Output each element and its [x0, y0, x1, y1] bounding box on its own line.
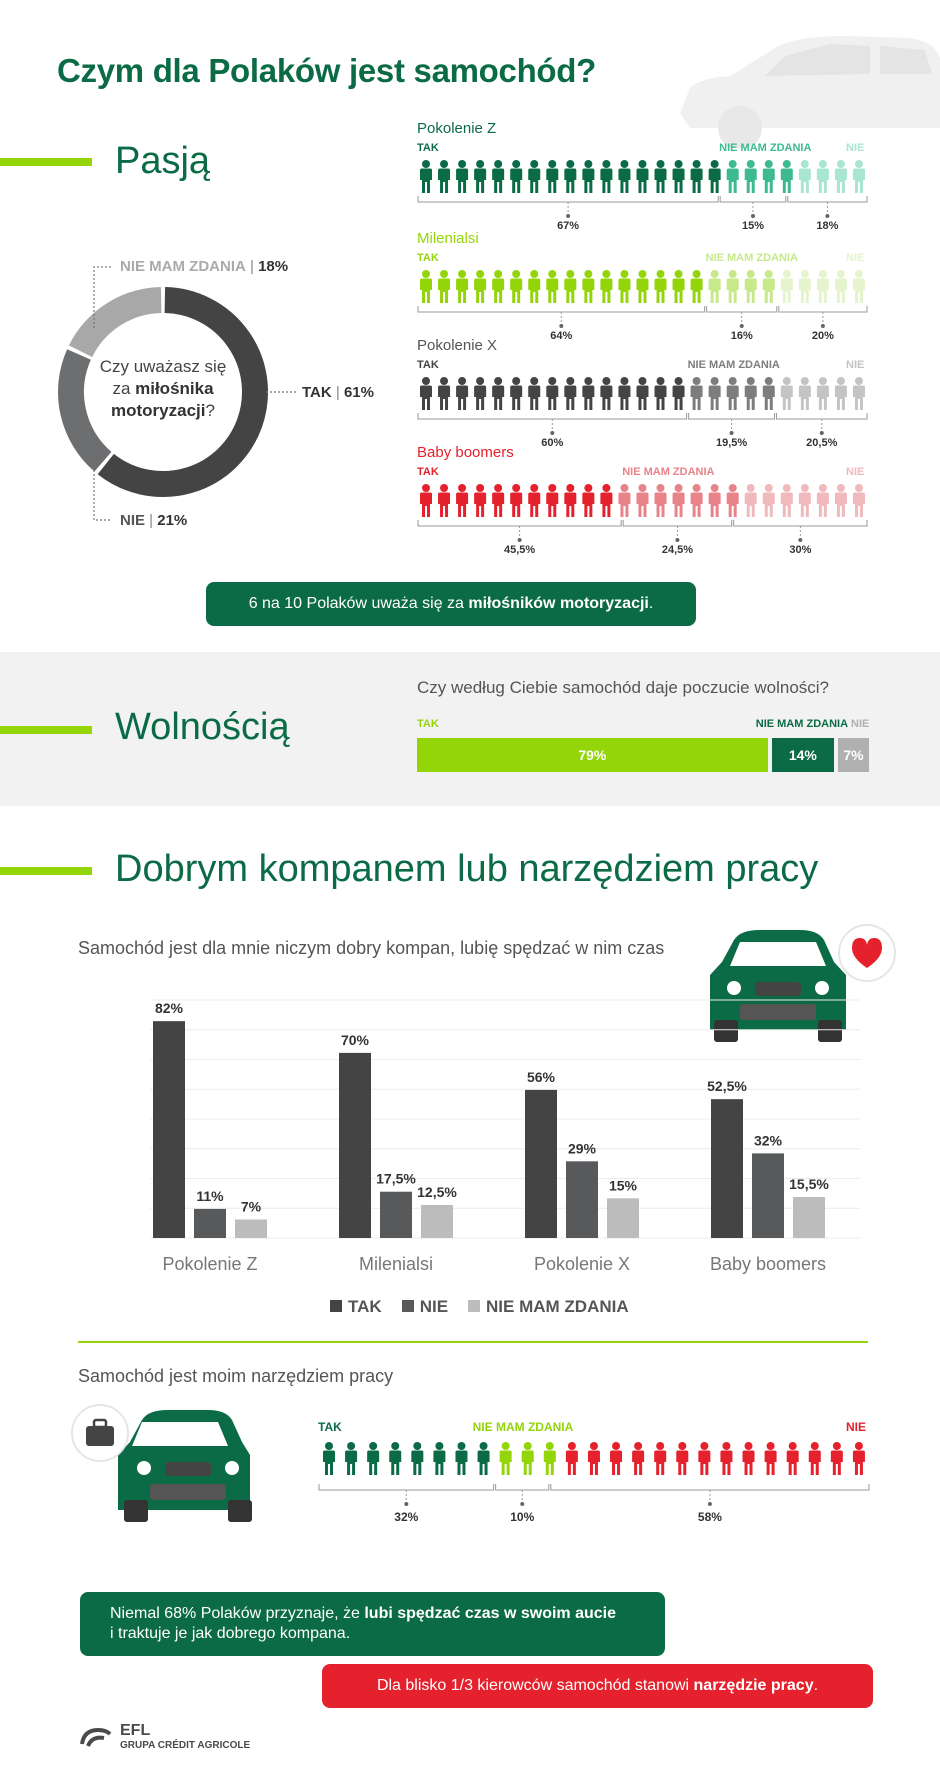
- work-question: Samochód jest moim narzędziem pracy: [78, 1366, 394, 1386]
- bar-value-label: 29%: [567, 1140, 597, 1157]
- person-icon: [799, 270, 811, 303]
- person-icon: [492, 377, 504, 410]
- person-icon: [564, 270, 576, 303]
- car-briefcase-icon: [66, 1400, 266, 1525]
- person-icon: [673, 484, 685, 517]
- person-icon: [853, 484, 865, 517]
- work-label-nie: NIE: [846, 1420, 867, 1434]
- value-label: 64%: [550, 330, 573, 342]
- icon-row-svg: [417, 484, 888, 564]
- bracket-line: [777, 413, 867, 419]
- bar-tak: [525, 1090, 557, 1238]
- donut-nie-label: NIE: [120, 512, 146, 529]
- person-icon: [433, 1442, 445, 1475]
- generation-label: Pokolenie X: [417, 337, 498, 354]
- donut-question-za: za: [112, 379, 136, 398]
- person-icon: [438, 377, 450, 410]
- bracket-dot: [798, 538, 802, 542]
- bracket-dot: [825, 214, 829, 218]
- bar-tak: [711, 1099, 743, 1238]
- person-icon: [781, 377, 793, 410]
- wolnosc-label-nmz: NIE MAM ZDANIA: [755, 718, 849, 730]
- value-label: 45,5%: [503, 544, 536, 556]
- section-title-pasja: Pasją: [115, 140, 211, 182]
- person-icon: [781, 270, 793, 303]
- person-icon: [745, 160, 757, 193]
- x-tick-label: Pokolenie Z: [162, 1254, 258, 1274]
- person-icon: [743, 1442, 755, 1475]
- person-icon: [600, 160, 612, 193]
- kompan-legend: [330, 1297, 629, 1317]
- value-label: 24,5%: [661, 544, 694, 556]
- legend-swatch-nmz: [468, 1300, 480, 1312]
- callout-narzedzie-text: Dla blisko 1/3 kierowców samochód stanowi: [376, 1677, 694, 1694]
- bar-value-label: 12,5%: [417, 1183, 457, 1200]
- person-icon: [853, 270, 865, 303]
- person-icon: [817, 270, 829, 303]
- credit-agricole-icon: [78, 1724, 116, 1750]
- legend-item-tak: [330, 1297, 382, 1317]
- person-icon: [510, 270, 522, 303]
- donut-label-tak: TAK | 61%: [302, 384, 374, 401]
- value-label: 67%: [557, 220, 580, 232]
- person-icon: [492, 270, 504, 303]
- callout-narzedzie-bold: narzędzie pracy: [693, 1677, 814, 1694]
- bar-value-label: 52,5%: [707, 1078, 747, 1095]
- person-icon: [582, 484, 594, 517]
- person-icon: [709, 484, 721, 517]
- person-icon: [528, 160, 540, 193]
- person-icon: [765, 1442, 777, 1475]
- category-label-nmz: NIE MAM ZDANIA: [719, 142, 812, 154]
- person-icon: [600, 377, 612, 410]
- value-label: 15%: [741, 220, 764, 232]
- callout-kompan-bold: lubi spędzać czas w swoim aucie: [364, 1605, 616, 1622]
- wolnosc-label-tak: TAK: [417, 718, 439, 730]
- bracket-dot: [675, 538, 679, 542]
- bracket-dot: [820, 431, 824, 435]
- person-icon: [727, 484, 739, 517]
- person-icon: [610, 1442, 622, 1475]
- person-icon: [618, 160, 630, 193]
- person-icon: [636, 160, 648, 193]
- person-icon: [720, 1442, 732, 1475]
- person-icon: [655, 160, 667, 193]
- person-icon: [745, 270, 757, 303]
- bar-value-label: 56%: [526, 1068, 556, 1085]
- bracket-line: [788, 196, 867, 202]
- bracket-dot: [550, 431, 554, 435]
- person-icon: [709, 377, 721, 410]
- person-icon: [835, 484, 847, 517]
- category-label-tak: TAK: [417, 466, 439, 478]
- person-icon: [522, 1442, 534, 1475]
- person-icon: [546, 270, 558, 303]
- value-label: 30%: [789, 544, 812, 556]
- donut-question-bold1: miłośnika: [135, 379, 214, 398]
- category-label-nie: NIE: [846, 359, 865, 371]
- donut-nie-value: 21%: [157, 512, 188, 529]
- person-icon: [727, 270, 739, 303]
- bar-value-label: 15%: [608, 1177, 638, 1194]
- person-icon: [817, 377, 829, 410]
- person-icon: [636, 484, 648, 517]
- bar-nie: [380, 1192, 412, 1238]
- bracket-dot: [740, 324, 744, 328]
- person-icon: [787, 1442, 799, 1475]
- person-icon: [528, 270, 540, 303]
- value-label: 19,5%: [715, 437, 748, 449]
- value-label: 16%: [730, 330, 753, 342]
- x-tick-label: Pokolenie X: [533, 1254, 631, 1274]
- divider-line: [78, 1341, 868, 1343]
- category-label-tak: TAK: [417, 252, 439, 264]
- donut-tak-label: TAK: [302, 384, 332, 401]
- person-icon: [411, 1442, 423, 1475]
- person-icon: [853, 160, 865, 193]
- person-icon: [474, 484, 486, 517]
- person-icon: [809, 1442, 821, 1475]
- category-label-tak: TAK: [417, 359, 439, 371]
- wolnosc-bar-2: 7%: [838, 738, 869, 772]
- person-icon: [420, 484, 432, 517]
- bracket-line: [418, 520, 621, 526]
- person-icon: [600, 484, 612, 517]
- donut-nmz-label: NIE MAM ZDANIA: [120, 258, 246, 275]
- wolnosc-question: Czy według Ciebie samochód daje poczucie wolności?: [417, 678, 830, 697]
- person-icon: [799, 160, 811, 193]
- person-icon: [636, 377, 648, 410]
- callout-milosnicy-bold: miłośników motoryzacji: [468, 595, 649, 612]
- person-icon: [588, 1442, 600, 1475]
- section-accent-line: [0, 158, 92, 166]
- section-title-wolnosc: Wolnością: [115, 706, 290, 748]
- donut-question-bold2: motoryzacji: [111, 401, 206, 420]
- x-tick-label: Milenialsi: [358, 1254, 434, 1274]
- wolnosc-bar-0: 79%: [417, 738, 768, 772]
- callout-milosnicy-text: 6 na 10 Polaków uważa się za: [248, 595, 469, 612]
- bracket-line: [418, 413, 687, 419]
- donut-question: [88, 356, 238, 422]
- person-icon: [528, 377, 540, 410]
- person-icon: [676, 1442, 688, 1475]
- bar-tak: [339, 1053, 371, 1238]
- generation-label: Baby boomers: [417, 444, 514, 461]
- person-icon: [691, 160, 703, 193]
- person-icon: [763, 270, 775, 303]
- bracket-dot: [518, 538, 522, 542]
- bar-value-label: 70%: [340, 1031, 370, 1048]
- category-label-nmz: NIE MAM ZDANIA: [705, 252, 798, 264]
- person-icon: [582, 270, 594, 303]
- person-icon: [323, 1442, 335, 1475]
- person-icon: [600, 270, 612, 303]
- legend-tak-label: TAK: [348, 1297, 382, 1316]
- person-icon: [745, 377, 757, 410]
- person-icon: [618, 484, 630, 517]
- person-icon: [817, 484, 829, 517]
- legend-nmz-label: NIE MAM ZDANIA: [486, 1297, 629, 1316]
- person-icon: [673, 160, 685, 193]
- person-icon: [709, 160, 721, 193]
- value-label: 20,5%: [806, 437, 838, 449]
- bar-nie: [752, 1153, 784, 1238]
- category-label-nmz: NIE MAM ZDANIA: [687, 359, 780, 371]
- person-icon: [456, 484, 468, 517]
- bracket-line: [623, 520, 731, 526]
- person-icon: [455, 1442, 467, 1475]
- person-icon: [510, 160, 522, 193]
- person-icon: [420, 160, 432, 193]
- person-icon: [438, 160, 450, 193]
- work-label-tak: TAK: [318, 1420, 342, 1434]
- donut-nmz-value: 18%: [258, 258, 289, 275]
- person-icon: [438, 484, 450, 517]
- donut-question-end: ?: [205, 401, 215, 420]
- person-icon: [636, 270, 648, 303]
- wolnosc-label-nie: NIE: [851, 718, 870, 730]
- bar-value-label: 32%: [753, 1132, 783, 1149]
- bracket-dot: [566, 214, 570, 218]
- bracket-line: [689, 413, 775, 419]
- person-icon: [632, 1442, 644, 1475]
- person-icon: [727, 160, 739, 193]
- person-icon: [618, 377, 630, 410]
- person-icon: [655, 484, 667, 517]
- callout-narzedzie: [322, 1664, 873, 1708]
- person-icon: [745, 484, 757, 517]
- legend-swatch-nie: [402, 1300, 414, 1312]
- section-title-kompan: Dobrym kompanem lub narzędziem pracy: [115, 848, 819, 890]
- bracket-dot: [520, 1502, 524, 1506]
- person-icon: [474, 377, 486, 410]
- person-icon: [781, 160, 793, 193]
- legend-item-nie: [402, 1297, 448, 1317]
- callout-kompan-text: Niemal 68% Polaków przyznaje, że: [110, 1605, 365, 1622]
- person-icon: [727, 377, 739, 410]
- category-label-nmz: NIE MAM ZDANIA: [622, 466, 715, 478]
- donut-question-line1: Czy uważasz się: [99, 357, 227, 376]
- person-icon: [546, 484, 558, 517]
- person-icon: [618, 270, 630, 303]
- kompan-bar-chart: [0, 960, 940, 1300]
- bar-value-label: 82%: [154, 1000, 184, 1017]
- person-icon: [582, 377, 594, 410]
- person-icon: [478, 1442, 490, 1475]
- bar-nie: [566, 1161, 598, 1238]
- bracket-dot: [559, 324, 563, 328]
- donut-slice-2: [81, 300, 162, 351]
- bracket-dot: [730, 431, 734, 435]
- page-title: Czym dla Polaków jest samochód?: [57, 52, 597, 89]
- person-icon: [691, 377, 703, 410]
- bar-value-label: 15,5%: [789, 1176, 829, 1193]
- car-silhouette-background: [670, 18, 940, 148]
- person-icon: [673, 377, 685, 410]
- bracket-dot: [751, 214, 755, 218]
- work-label-nmz: NIE MAM ZDANIA: [472, 1420, 574, 1434]
- person-icon: [564, 160, 576, 193]
- bracket-line: [707, 306, 777, 312]
- person-icon: [835, 270, 847, 303]
- person-icon: [853, 1442, 865, 1475]
- x-tick-label: Baby boomers: [709, 1254, 827, 1274]
- bracket-line: [551, 1484, 869, 1490]
- bar-value-label: 11%: [196, 1187, 224, 1204]
- person-icon: [831, 1442, 843, 1475]
- person-icon: [420, 270, 432, 303]
- bracket-dot: [821, 324, 825, 328]
- person-icon: [456, 377, 468, 410]
- person-icon: [763, 377, 775, 410]
- bar-nie-mam-zdania: [607, 1198, 639, 1238]
- person-icon: [817, 160, 829, 193]
- bar-nie: [194, 1209, 226, 1238]
- bracket-dot: [404, 1502, 408, 1506]
- wolnosc-bar-1: 14%: [772, 738, 834, 772]
- person-icon: [709, 270, 721, 303]
- person-icon: [564, 377, 576, 410]
- category-label-tak: TAK: [417, 142, 439, 154]
- person-icon: [835, 160, 847, 193]
- bracket-line: [779, 306, 867, 312]
- person-icon: [345, 1442, 357, 1475]
- person-icon: [835, 377, 847, 410]
- logo-sub: GRUPA CRÉDIT AGRICOLE: [120, 1740, 251, 1751]
- person-icon: [691, 270, 703, 303]
- person-icon: [546, 160, 558, 193]
- bar-value-label: 7%: [240, 1198, 262, 1215]
- person-icon: [456, 160, 468, 193]
- callout-narzedzie-end: .: [813, 1677, 819, 1694]
- bracket-line: [418, 306, 705, 312]
- generation-label: Pokolenie Z: [417, 120, 497, 137]
- donut-label-nmz: NIE MAM ZDANIA | 18%: [120, 258, 289, 275]
- person-icon: [474, 160, 486, 193]
- person-icon: [420, 377, 432, 410]
- person-icon: [799, 377, 811, 410]
- person-icon: [389, 1442, 401, 1475]
- legend-nie-label: NIE: [419, 1297, 449, 1316]
- person-icon: [763, 484, 775, 517]
- bar-nie-mam-zdania: [235, 1219, 267, 1238]
- person-icon: [474, 270, 486, 303]
- person-icon: [500, 1442, 512, 1475]
- person-icon: [799, 484, 811, 517]
- person-icon: [456, 270, 468, 303]
- bracket-line: [319, 1484, 494, 1490]
- bar-tak: [153, 1021, 185, 1238]
- callout-kompan-line2: i traktuje je jak dobrego kompana.: [110, 1625, 351, 1642]
- person-icon: [566, 1442, 578, 1475]
- bar-nie-mam-zdania: [421, 1205, 453, 1238]
- logo-efl: EFL: [120, 1722, 151, 1739]
- bar-value-label: 17,5%: [376, 1170, 416, 1187]
- kompan-question: Samochód jest dla mnie niczym dobry kompan, lubię spędzać w nim czas: [78, 938, 665, 958]
- donut-tak-value: 61%: [343, 384, 374, 401]
- person-icon: [655, 377, 667, 410]
- work-value-label: 58%: [697, 1510, 722, 1524]
- person-icon: [698, 1442, 710, 1475]
- section-accent-line: [0, 867, 92, 875]
- callout-kompan: [80, 1592, 665, 1656]
- person-icon: [655, 270, 667, 303]
- person-icon: [564, 484, 576, 517]
- person-icon: [582, 160, 594, 193]
- donut-label-nie: NIE | 21%: [120, 512, 188, 529]
- bracket-line: [496, 1484, 549, 1490]
- bracket-dot: [708, 1502, 712, 1506]
- category-label-nie: NIE: [846, 142, 865, 154]
- bracket-line: [720, 196, 786, 202]
- person-icon: [510, 377, 522, 410]
- person-icon: [528, 484, 540, 517]
- bracket-line: [418, 196, 718, 202]
- person-icon: [691, 484, 703, 517]
- category-label-nie: NIE: [846, 466, 865, 478]
- value-label: 60%: [541, 437, 564, 449]
- person-icon: [654, 1442, 666, 1475]
- section-accent-line: [0, 726, 92, 734]
- person-icon: [673, 270, 685, 303]
- person-icon: [438, 270, 450, 303]
- person-icon: [510, 484, 522, 517]
- person-icon: [367, 1442, 379, 1475]
- bracket-line: [734, 520, 867, 526]
- person-icon: [781, 484, 793, 517]
- generation-label: Milenialsi: [417, 230, 479, 247]
- value-label: 20%: [811, 330, 834, 342]
- bar-nie-mam-zdania: [793, 1197, 825, 1238]
- person-icon: [544, 1442, 556, 1475]
- legend-item-nmz: [468, 1297, 629, 1317]
- category-label-nie: NIE: [846, 252, 865, 264]
- person-icon: [492, 484, 504, 517]
- person-icon: [853, 377, 865, 410]
- callout-milosnicy-end: .: [648, 595, 654, 612]
- work-value-label: 32%: [394, 1510, 419, 1524]
- legend-swatch-tak: [330, 1300, 342, 1312]
- value-label: 18%: [816, 220, 839, 232]
- person-icon: [546, 377, 558, 410]
- work-value-label: 10%: [510, 1510, 535, 1524]
- person-icon: [492, 160, 504, 193]
- callout-milosnicy: [206, 582, 696, 626]
- person-icon: [763, 160, 775, 193]
